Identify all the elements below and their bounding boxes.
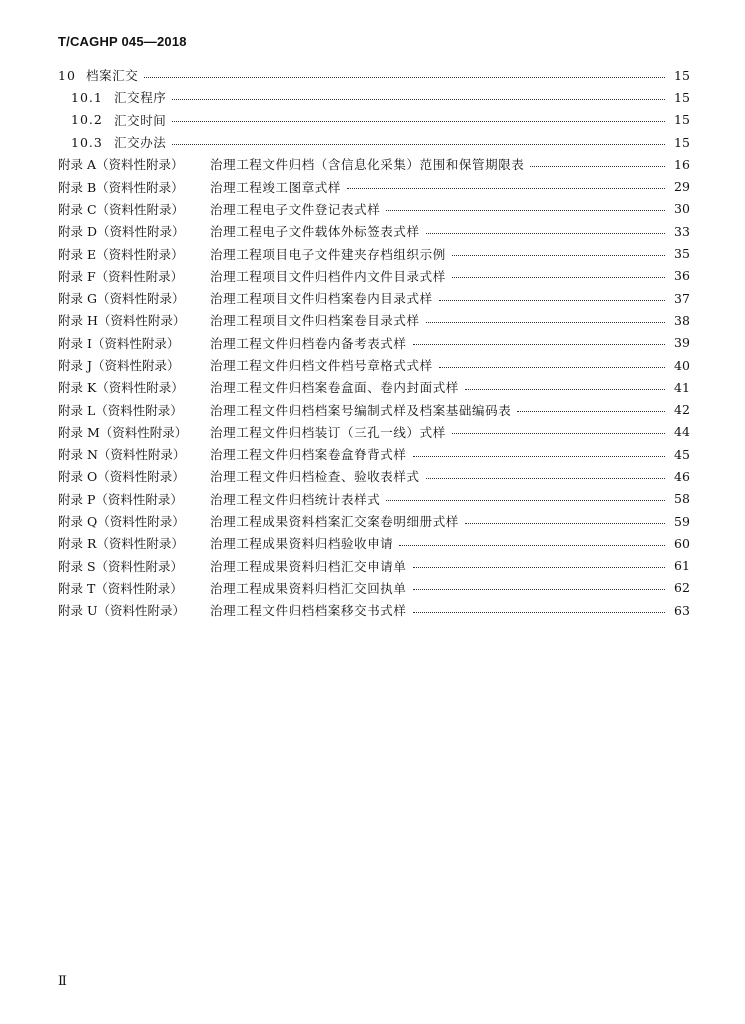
annex-label: 附录 D（资料性附录）: [58, 224, 185, 240]
page-ref: 15: [674, 134, 690, 150]
page-ref: 63: [674, 602, 690, 618]
page-ref: 61: [674, 558, 690, 574]
toc-annex-q[interactable]: [58, 510, 688, 532]
dot-leader: [413, 612, 665, 613]
annex-title: 治理工程文件归档档案移交书式样: [210, 603, 407, 619]
dot-leader: [426, 478, 665, 479]
annex-label: 附录 E（资料性附录）: [58, 246, 184, 262]
toc-annex-f[interactable]: [58, 265, 688, 287]
dot-leader: [172, 121, 665, 122]
annex-title: 治理工程成果资料档案汇交案卷明细册式样: [210, 514, 459, 530]
section-number: 10.2: [71, 112, 103, 128]
annex-label: 附录 G（资料性附录）: [58, 291, 185, 307]
page-number: Ⅱ: [58, 974, 67, 989]
dot-leader: [172, 99, 665, 100]
toc-section-10-1[interactable]: [58, 86, 688, 108]
toc-annex-t[interactable]: [58, 577, 688, 599]
table-of-contents: [58, 64, 688, 621]
annex-label: 附录 C（资料性附录）: [58, 201, 185, 217]
annex-title: 治理工程项目文件归档案卷内目录式样: [210, 291, 433, 307]
annex-title: 治理工程项目文件归档案卷目录式样: [210, 313, 420, 329]
annex-label: 附录 B（资料性附录）: [58, 179, 184, 195]
toc-annex-u[interactable]: [58, 599, 688, 621]
toc-annex-r[interactable]: [58, 532, 688, 554]
dot-leader: [452, 433, 665, 434]
toc-annex-e[interactable]: [58, 242, 688, 264]
toc-annex-d[interactable]: [58, 220, 688, 242]
dot-leader: [426, 233, 665, 234]
toc-annex-a[interactable]: [58, 153, 688, 175]
annex-label: 附录 Q（资料性附录）: [58, 514, 185, 530]
toc-annex-p[interactable]: [58, 488, 688, 510]
annex-label: 附录 S（资料性附录）: [58, 558, 184, 574]
toc-annex-l[interactable]: [58, 398, 688, 420]
page-ref: 58: [674, 491, 690, 507]
toc-section-10-2[interactable]: [58, 109, 688, 131]
annex-title: 治理工程项目文件归档件内文件目录式样: [210, 268, 446, 284]
section-number: 10: [58, 67, 76, 83]
page-ref: 33: [674, 223, 690, 239]
toc-annex-g[interactable]: [58, 287, 688, 309]
page-ref: 62: [674, 580, 690, 596]
toc-annex-s[interactable]: [58, 555, 688, 577]
section-title: 汇交程序: [114, 90, 167, 106]
toc-annex-k[interactable]: [58, 376, 688, 398]
toc-annex-i[interactable]: [58, 332, 688, 354]
page-ref: 15: [674, 89, 690, 105]
annex-title: 治理工程成果资料归档汇交申请单: [210, 558, 407, 574]
toc-annex-n[interactable]: [58, 443, 688, 465]
page-ref: 42: [674, 402, 690, 418]
dot-leader: [465, 523, 665, 524]
annex-title: 治理工程文件归档统计表样式: [210, 491, 381, 507]
dot-leader: [347, 188, 665, 189]
annex-title: 治理工程文件归档卷内备考表式样: [210, 335, 407, 351]
toc-annex-j[interactable]: [58, 354, 688, 376]
annex-label: 附录 P（资料性附录）: [58, 491, 183, 507]
annex-label: 附录 F（资料性附录）: [58, 268, 184, 284]
dot-leader: [386, 210, 665, 211]
toc-annex-m[interactable]: [58, 421, 688, 443]
annex-label: 附录 A（资料性附录）: [58, 157, 184, 173]
annex-title: 治理工程电子文件登记表式样: [210, 201, 381, 217]
toc-annex-h[interactable]: [58, 309, 688, 331]
dot-leader: [413, 456, 665, 457]
annex-label: 附录 J（资料性附录）: [58, 358, 180, 373]
annex-label: 附录 H（资料性附录）: [58, 313, 186, 329]
dot-leader: [144, 77, 665, 78]
annex-title: 治理工程文件归档案卷盒面、卷内封面式样: [210, 380, 459, 396]
annex-label: 附录 I（资料性附录）: [58, 335, 180, 351]
toc-section-10[interactable]: [58, 64, 688, 86]
page-ref: 15: [674, 67, 690, 83]
annex-title: 治理工程文件归档案卷盒脊背式样: [210, 447, 407, 463]
dot-leader: [426, 322, 665, 323]
annex-label: 附录 K（资料性附录）: [58, 380, 184, 396]
dot-leader: [530, 166, 665, 167]
annex-title: 治理工程文件归档装订（三孔一线）式样: [210, 424, 446, 440]
page-ref: 40: [674, 357, 690, 373]
page-ref: 35: [674, 246, 690, 262]
page-ref: 16: [674, 156, 690, 172]
annex-label: 附录 R（资料性附录）: [58, 536, 184, 552]
annex-label: 附录 N（资料性附录）: [58, 447, 186, 463]
standard-code: T/CAGHP 045—2018: [58, 34, 187, 49]
dot-leader: [413, 589, 665, 590]
page-ref: 29: [674, 179, 690, 195]
page-ref: 30: [674, 201, 690, 217]
section-title: 档案汇交: [86, 68, 139, 84]
annex-title: 治理工程文件归档（含信息化采集）范围和保管期限表: [210, 157, 525, 173]
page-ref: 36: [674, 268, 690, 284]
annex-label: 附录 O（资料性附录）: [58, 469, 185, 485]
page-ref: 39: [674, 335, 690, 351]
annex-title: 治理工程电子文件载体外标签表式样: [210, 224, 420, 240]
dot-leader: [517, 411, 665, 412]
dot-leader: [413, 567, 665, 568]
page-ref: 46: [674, 468, 690, 484]
dot-leader: [452, 255, 665, 256]
annex-title: 治理工程文件归档档案号编制式样及档案基础编码表: [210, 402, 512, 418]
page-ref: 37: [674, 290, 690, 306]
dot-leader: [465, 389, 665, 390]
annex-title: 治理工程成果资料归档汇交回执单: [210, 580, 407, 596]
annex-label: 附录 L（资料性附录）: [58, 402, 183, 418]
page-ref: 41: [674, 379, 690, 395]
dot-leader: [439, 367, 665, 368]
annex-title: 治理工程项目电子文件建夹存档组织示例: [210, 246, 446, 262]
dot-leader: [399, 545, 665, 546]
annex-title: 治理工程竣工图章式样: [210, 179, 342, 195]
section-number: 10.1: [71, 89, 103, 105]
page-ref: 44: [674, 424, 690, 440]
dot-leader: [172, 144, 665, 145]
annex-title: 治理工程文件归档检查、验收表样式: [210, 469, 420, 485]
dot-leader: [413, 344, 665, 345]
dot-leader: [386, 500, 665, 501]
section-title: 汇交办法: [114, 135, 167, 151]
annex-label: 附录 T（资料性附录）: [58, 580, 183, 596]
page-ref: 15: [674, 112, 690, 128]
page-ref: 45: [674, 446, 690, 462]
dot-leader: [452, 277, 665, 278]
page-ref: 38: [674, 312, 690, 328]
annex-label: 附录 U（资料性附录）: [58, 603, 186, 619]
section-number: 10.3: [71, 134, 103, 150]
toc-annex-b[interactable]: [58, 175, 688, 197]
annex-title: 治理工程文件归档文件档号章格式式样: [210, 358, 433, 373]
toc-annex-c[interactable]: [58, 198, 688, 220]
annex-title: 治理工程成果资料归档验收申请: [210, 536, 394, 552]
section-title: 汇交时间: [114, 112, 167, 128]
toc-annex-o[interactable]: [58, 465, 688, 487]
page-ref: 60: [674, 535, 690, 551]
page-ref: 59: [674, 513, 690, 529]
annex-label: 附录 M（资料性附录）: [58, 424, 188, 440]
toc-section-10-3[interactable]: [58, 131, 688, 153]
dot-leader: [439, 300, 665, 301]
